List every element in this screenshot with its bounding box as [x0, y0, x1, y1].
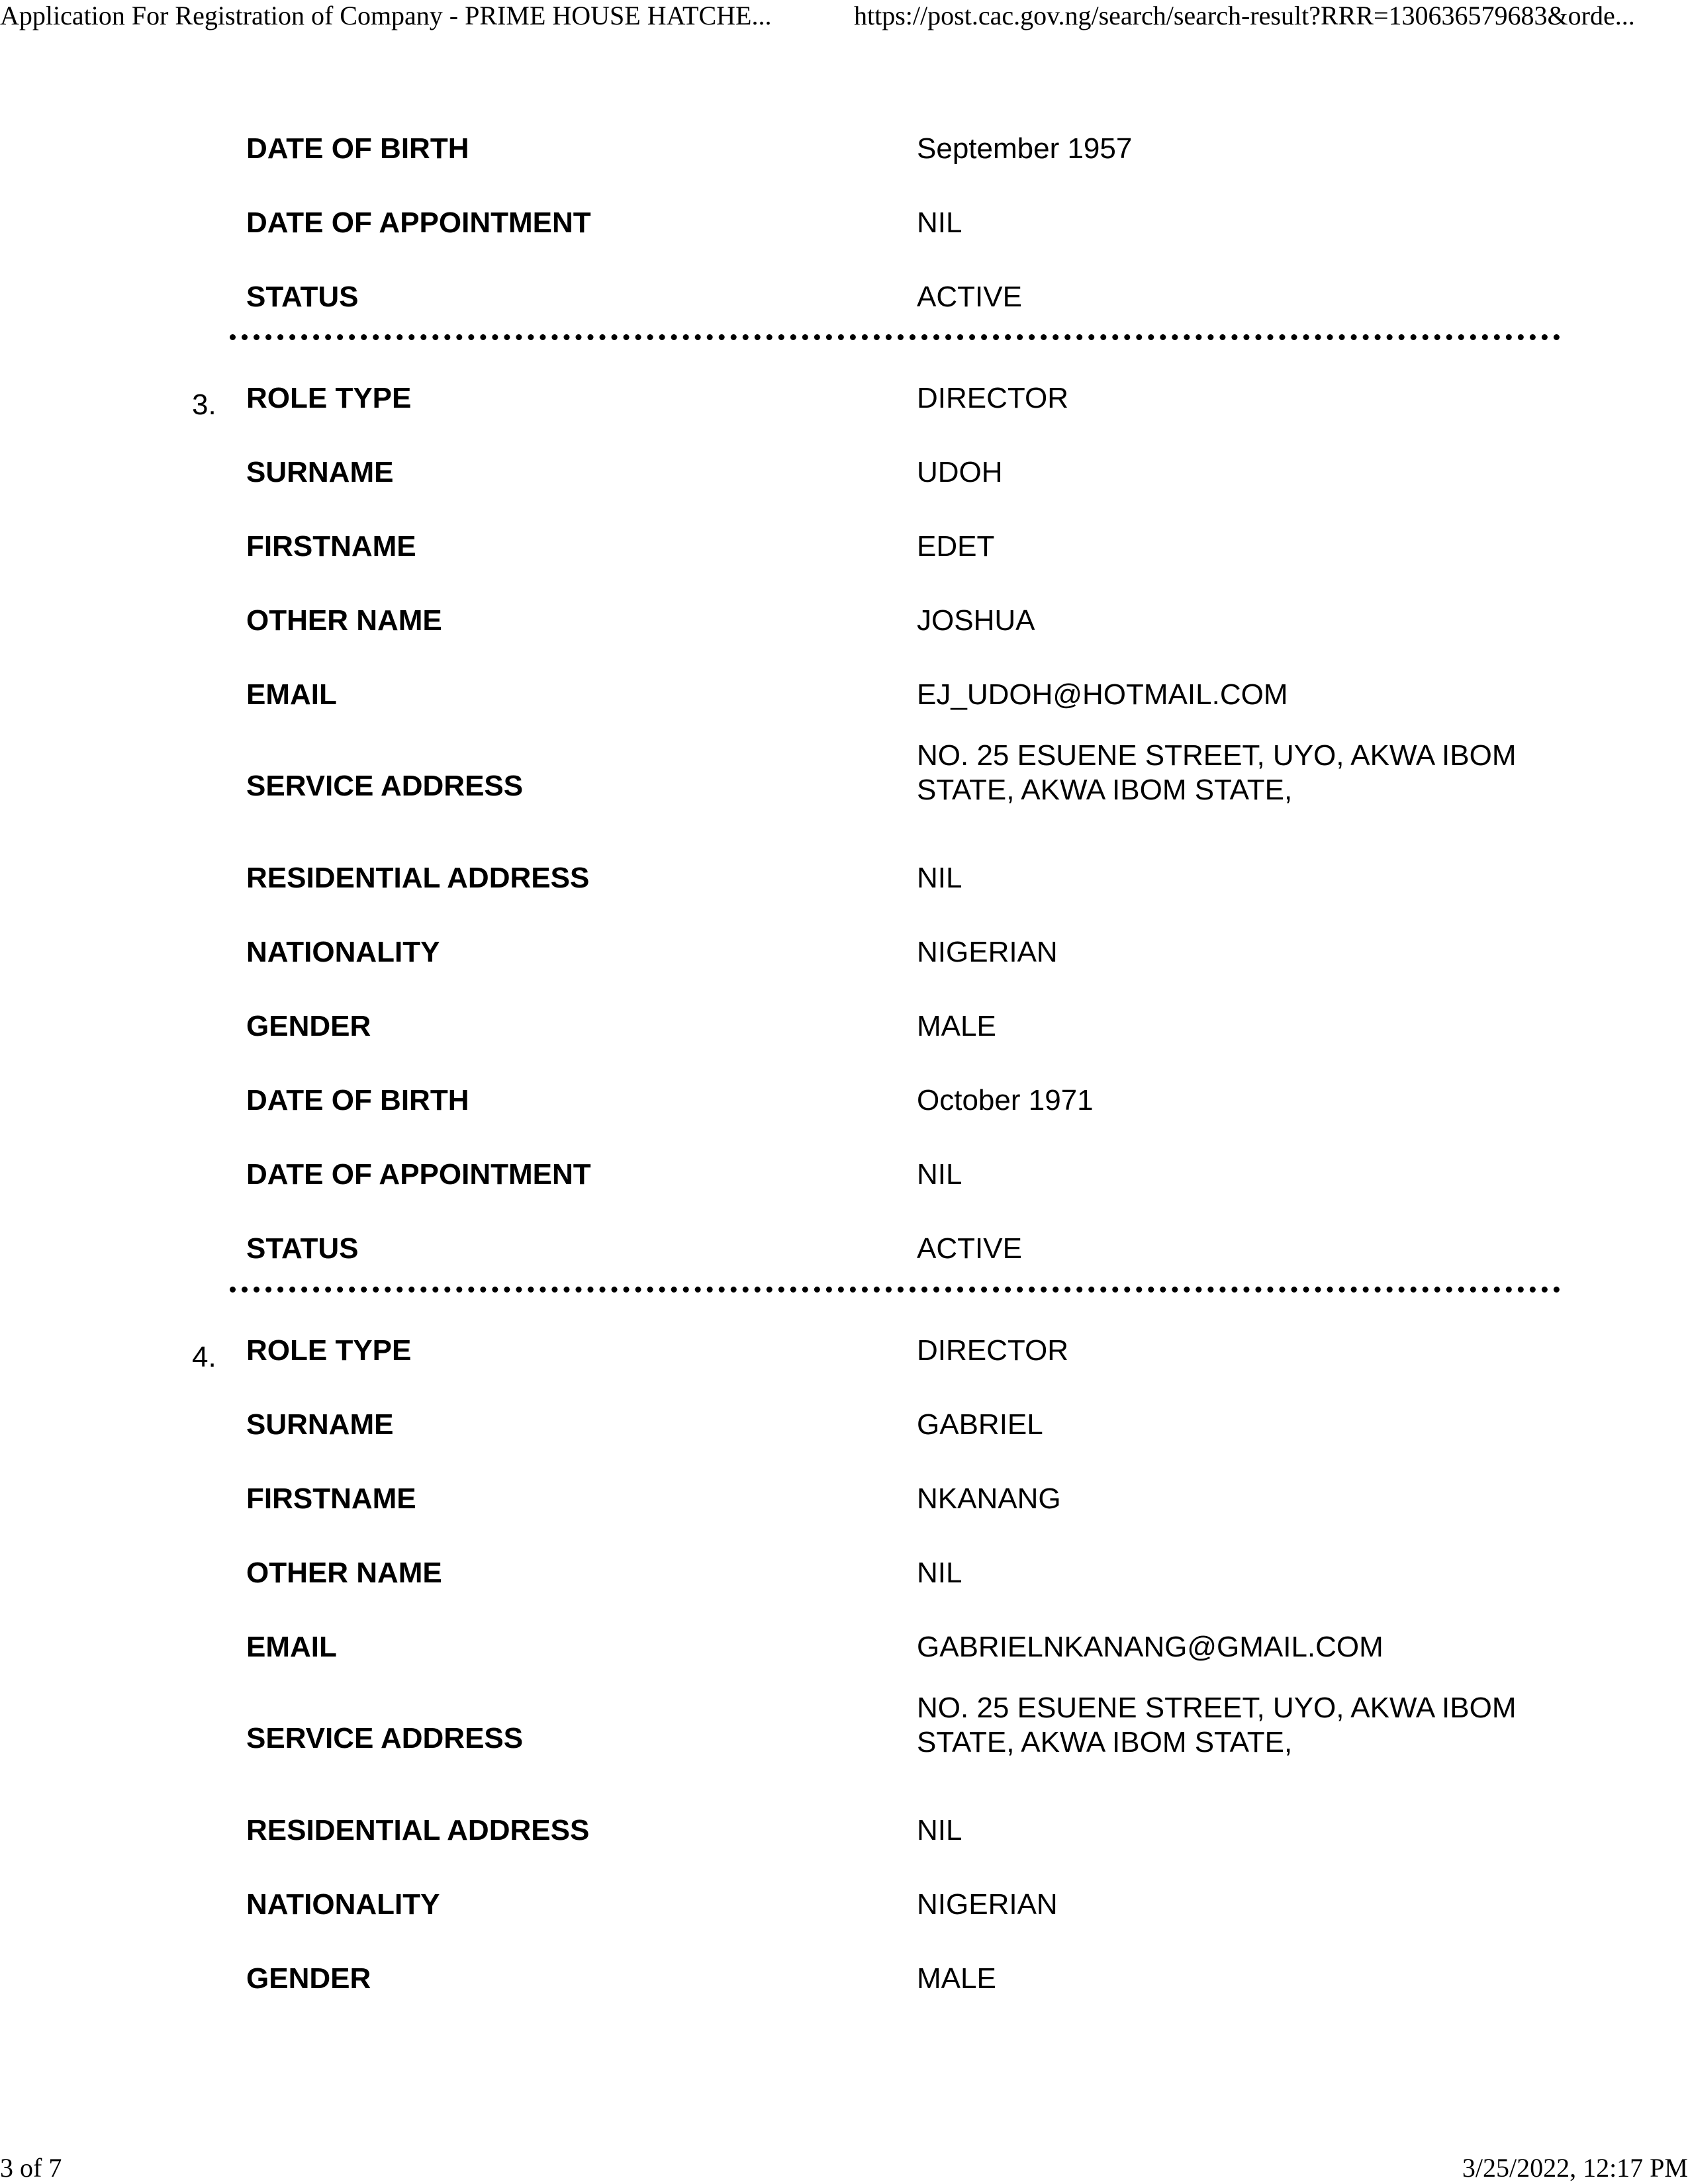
field-label: RESIDENTIAL ADDRESS: [246, 862, 590, 894]
field-label: DATE OF BIRTH: [246, 132, 469, 165]
field-row: [246, 1473, 1564, 1525]
field-row: [246, 1000, 1564, 1053]
field-label: RESIDENTIAL ADDRESS: [246, 1814, 590, 1846]
field-row: [246, 446, 1564, 499]
field-row: [246, 197, 1564, 250]
field-row: [246, 520, 1564, 573]
field-row: [246, 271, 1564, 324]
field-row: [246, 122, 1564, 175]
field-row: [246, 852, 1564, 905]
field-label: SERVICE ADDRESS: [246, 1722, 524, 1754]
field-value: GABRIEL: [917, 1408, 1043, 1441]
field-value: ACTIVE: [917, 1232, 1022, 1265]
field-value: NIL: [917, 206, 962, 239]
field-label: NATIONALITY: [246, 936, 440, 968]
field-value: September 1957: [917, 132, 1133, 165]
field-value: NO. 25 ESUENE STREET, UYO, AKWA IBOM STATE, AKWA IBOM STATE,: [917, 1692, 1517, 1758]
field-value: EDET: [917, 530, 995, 563]
field-row: [246, 733, 1564, 839]
field-label: EMAIL: [246, 1631, 337, 1663]
field-value: JOSHUA: [917, 604, 1035, 637]
field-row: [246, 372, 1564, 425]
field-value: GABRIELNKANANG@GMAIL.COM: [917, 1631, 1383, 1663]
field-row: [246, 1324, 1564, 1377]
field-value: NIL: [917, 1557, 962, 1589]
field-row: [246, 1398, 1564, 1451]
field-label: SURNAME: [246, 456, 394, 488]
field-value: DIRECTOR: [917, 1334, 1068, 1367]
field-label: GENDER: [246, 1962, 371, 1995]
field-row: [246, 1148, 1564, 1201]
entry-number: 3.: [192, 388, 216, 421]
field-value: NKANANG: [917, 1482, 1061, 1515]
field-value: NIGERIAN: [917, 1888, 1058, 1921]
field-row: [246, 1074, 1564, 1127]
field-label: DATE OF BIRTH: [246, 1084, 469, 1116]
print-header: [0, 0, 1688, 33]
field-label: STATUS: [246, 1232, 359, 1265]
field-row: [246, 1952, 1564, 2005]
page-number: 3 of 7: [0, 2153, 62, 2183]
print-footer: [0, 2152, 1688, 2184]
field-label: ROLE TYPE: [246, 1334, 412, 1367]
field-value: EJ_UDOH@HOTMAIL.COM: [917, 678, 1288, 711]
field-row: [246, 926, 1564, 979]
print-timestamp: 3/25/2022, 12:17 PM: [1462, 2153, 1688, 2183]
field-row: [246, 1222, 1564, 1275]
field-row: [246, 594, 1564, 647]
field-label: DATE OF APPOINTMENT: [246, 1158, 591, 1191]
field-value: NIL: [917, 1814, 962, 1846]
dotted-divider: [230, 334, 1560, 340]
field-value: NO. 25 ESUENE STREET, UYO, AKWA IBOM STATE, AKWA IBOM STATE,: [917, 739, 1517, 806]
field-label: SERVICE ADDRESS: [246, 770, 524, 802]
field-row: [246, 668, 1564, 721]
field-value: NIGERIAN: [917, 936, 1058, 968]
field-row: [246, 1547, 1564, 1600]
field-label: FIRSTNAME: [246, 530, 416, 563]
field-value: October 1971: [917, 1084, 1094, 1116]
field-label: ROLE TYPE: [246, 382, 412, 414]
field-label: EMAIL: [246, 678, 337, 711]
field-label: SURNAME: [246, 1408, 394, 1441]
field-value: DIRECTOR: [917, 382, 1068, 414]
field-value: UDOH: [917, 456, 1003, 488]
entry-number: 4.: [192, 1341, 216, 1373]
field-value: MALE: [917, 1962, 996, 1995]
field-label: DATE OF APPOINTMENT: [246, 206, 591, 239]
field-row: [246, 1621, 1564, 1674]
field-label: STATUS: [246, 281, 359, 313]
field-row: [246, 1804, 1564, 1857]
field-value: MALE: [917, 1010, 996, 1042]
field-value: NIL: [917, 862, 962, 894]
field-value: ACTIVE: [917, 281, 1022, 313]
field-label: FIRSTNAME: [246, 1482, 416, 1515]
field-label: OTHER NAME: [246, 1557, 442, 1589]
page-title: Application For Registration of Company - PRIME HOUSE HATCHE...: [0, 1, 772, 30]
field-label: OTHER NAME: [246, 604, 442, 637]
field-row: [246, 1686, 1564, 1792]
dotted-divider: [230, 1287, 1560, 1293]
field-label: NATIONALITY: [246, 1888, 440, 1921]
page-url[interactable]: https://post.cac.gov.ng/search/search-result?RRR=130636579683&orde...: [854, 1, 1635, 30]
field-row: [246, 1878, 1564, 1931]
field-value: NIL: [917, 1158, 962, 1191]
field-label: GENDER: [246, 1010, 371, 1042]
